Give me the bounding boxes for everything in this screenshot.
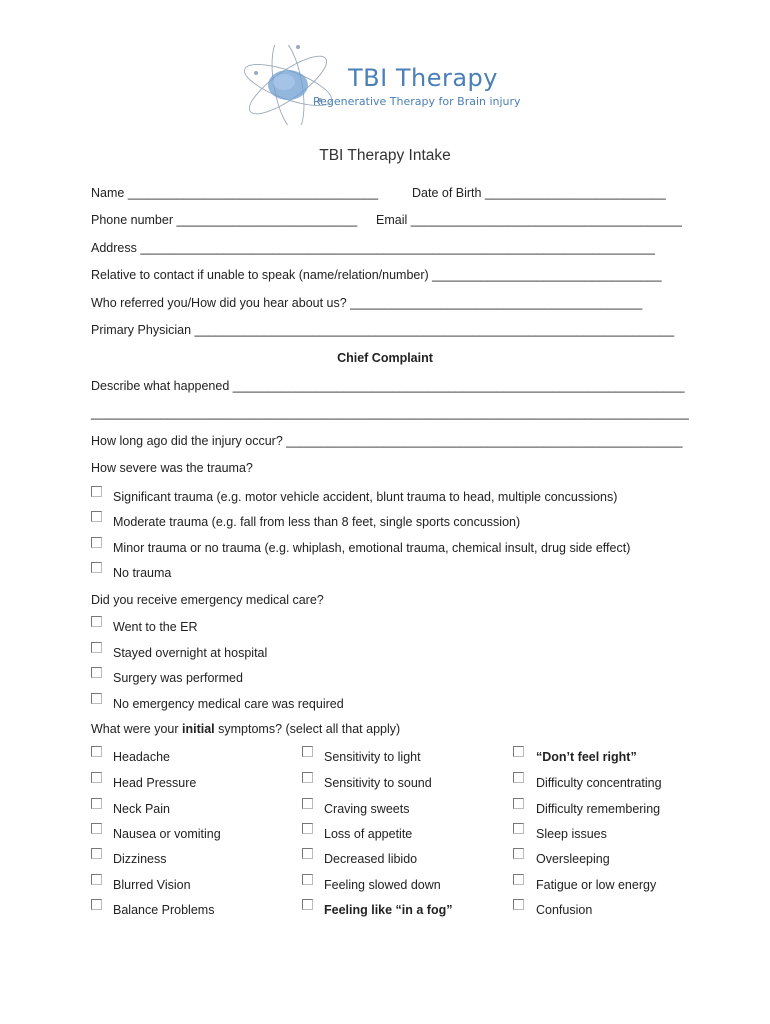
severity-option-moderate: Moderate trauma (e.g. fall from less than 8 feet, single sports concussion) [113, 515, 521, 529]
symptom-label: “Don’t feel right” [536, 750, 637, 764]
symptom-label: Dizziness [113, 852, 167, 866]
symptom-label: Balance Problems [113, 903, 215, 917]
symptom-checkbox[interactable] [91, 798, 102, 809]
severity-checkbox-minor[interactable] [91, 537, 102, 548]
phone-field[interactable]: Phone number __________________________ [91, 213, 358, 227]
symptom-checkbox[interactable] [302, 874, 313, 885]
symptom-checkbox[interactable] [302, 848, 313, 859]
logo-subtitle: Regenerative Therapy for Brain injury [313, 95, 521, 108]
severity-checkbox-moderate[interactable] [91, 511, 102, 522]
dob-field[interactable]: Date of Birth __________________________ [412, 186, 666, 200]
primary-physician-field[interactable]: Primary Physician _____________________________________________________________________ [91, 323, 675, 337]
email-field[interactable]: Email _______________________________________ [376, 213, 682, 227]
severity-option-minor: Minor trauma or no trauma (e.g. whiplash, emotional trauma, chemical insult, drug side effect) [113, 541, 631, 555]
symptom-label: Headache [113, 750, 170, 764]
symptom-label: Neck Pain [113, 802, 170, 816]
symptom-checkbox[interactable] [513, 772, 524, 783]
describe-field-line2[interactable]: ______________________________________________________________________________________ [91, 406, 689, 420]
name-field[interactable]: Name ____________________________________ [91, 186, 379, 200]
referral-field[interactable]: Who referred you/How did you hear about us? __________________________________________ [91, 296, 643, 310]
severity-option-significant: Significant trauma (e.g. motor vehicle accident, blunt trauma to head, multiple concussions) [113, 490, 618, 504]
symptom-checkbox[interactable] [513, 874, 524, 885]
symptom-label: Fatigue or low energy [536, 878, 657, 892]
symptom-label: Oversleeping [536, 852, 610, 866]
symptoms-question-pre: What were your [91, 722, 183, 736]
logo-title: TBI Therapy [348, 64, 498, 92]
symptom-checkbox[interactable] [513, 899, 524, 910]
severity-option-none: No trauma [113, 566, 172, 580]
symptom-checkbox[interactable] [302, 772, 313, 783]
symptom-checkbox[interactable] [302, 823, 313, 834]
relative-contact-field[interactable]: Relative to contact if unable to speak (name/relation/number) _________________________________ [91, 268, 662, 282]
emergency-checkbox-overnight[interactable] [91, 642, 102, 653]
symptom-label: Confusion [536, 903, 593, 917]
symptom-checkbox[interactable] [91, 899, 102, 910]
symptom-label: Feeling like “in a fog” [324, 903, 453, 917]
symptom-label: Craving sweets [324, 802, 410, 816]
emergency-checkbox-none[interactable] [91, 693, 102, 704]
chief-complaint-heading: Chief Complaint [337, 351, 433, 365]
symptom-checkbox[interactable] [302, 899, 313, 910]
symptom-checkbox[interactable] [91, 772, 102, 783]
emergency-question: Did you receive emergency medical care? [91, 593, 324, 607]
describe-field[interactable]: Describe what happened _________________________________________________________________ [91, 379, 685, 393]
emergency-option-er: Went to the ER [113, 620, 198, 634]
symptom-label: Head Pressure [113, 776, 197, 790]
symptom-label: Loss of appetite [324, 827, 413, 841]
symptom-checkbox[interactable] [302, 746, 313, 757]
severity-checkbox-none[interactable] [91, 562, 102, 573]
symptom-checkbox[interactable] [91, 848, 102, 859]
symptom-checkbox[interactable] [513, 798, 524, 809]
severity-question: How severe was the trauma? [91, 461, 253, 475]
injury-time-field[interactable]: How long ago did the injury occur? _________________________________________________________ [91, 434, 683, 448]
symptoms-question-bold: initial [182, 722, 215, 736]
symptom-checkbox[interactable] [91, 874, 102, 885]
symptom-label: Sleep issues [536, 827, 607, 841]
emergency-option-none: No emergency medical care was required [113, 697, 344, 711]
symptom-label: Sensitivity to light [324, 750, 421, 764]
symptom-label: Difficulty concentrating [536, 776, 662, 790]
symptom-label: Blurred Vision [113, 878, 191, 892]
emergency-checkbox-surgery[interactable] [91, 667, 102, 678]
symptom-label: Nausea or vomiting [113, 827, 221, 841]
symptom-checkbox[interactable] [513, 823, 524, 834]
severity-checkbox-significant[interactable] [91, 486, 102, 497]
emergency-option-overnight: Stayed overnight at hospital [113, 646, 268, 660]
symptom-checkbox[interactable] [91, 823, 102, 834]
symptoms-question [91, 722, 400, 736]
symptoms-question-post: symptoms? (select all that apply) [214, 722, 401, 736]
symptom-label: Difficulty remembering [536, 802, 661, 816]
address-field[interactable]: Address __________________________________________________________________________ [91, 241, 655, 255]
symptom-checkbox[interactable] [302, 798, 313, 809]
symptom-label: Feeling slowed down [324, 878, 441, 892]
symptom-label: Decreased libido [324, 852, 418, 866]
form-title: TBI Therapy Intake [319, 147, 451, 164]
symptom-checkbox[interactable] [513, 848, 524, 859]
emergency-option-surgery: Surgery was performed [113, 671, 243, 685]
emergency-checkbox-er[interactable] [91, 616, 102, 627]
symptom-label: Sensitivity to sound [324, 776, 432, 790]
symptom-checkbox[interactable] [91, 746, 102, 757]
symptom-checkbox[interactable] [513, 746, 524, 757]
